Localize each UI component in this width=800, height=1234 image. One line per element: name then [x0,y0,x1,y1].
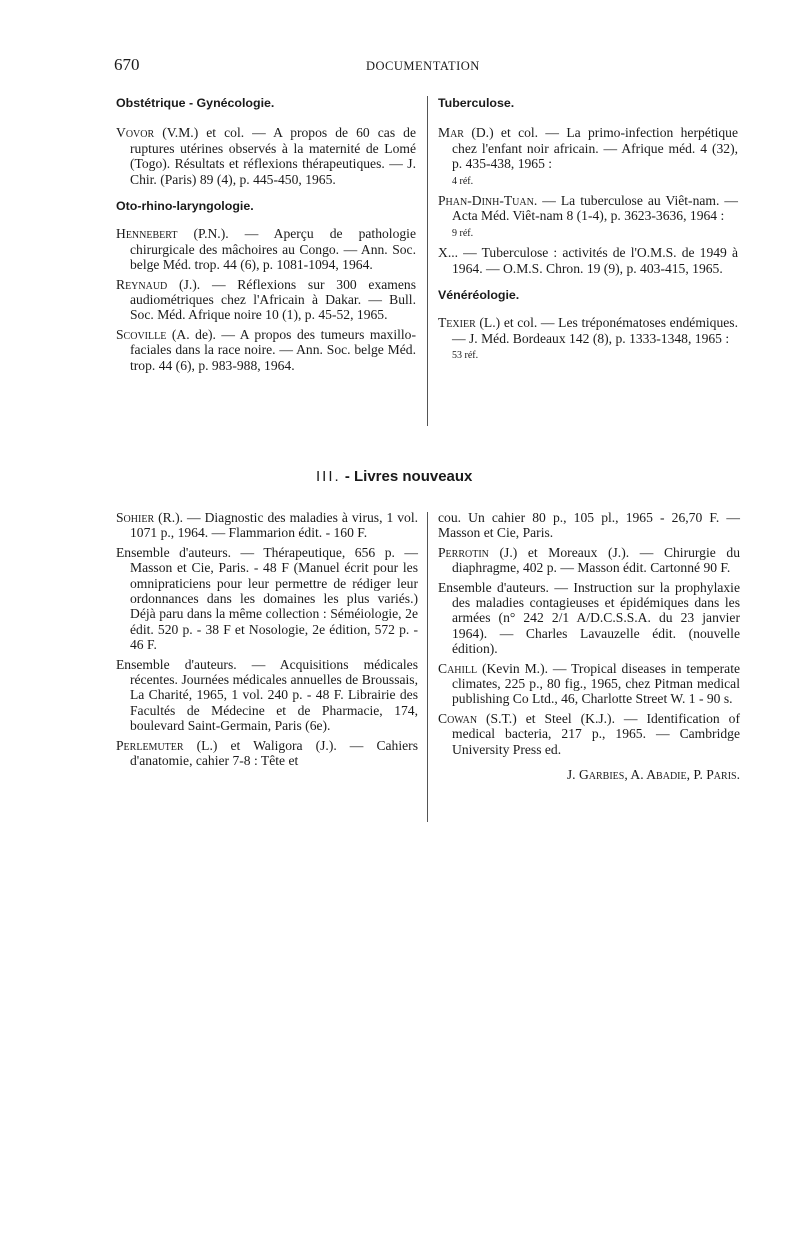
column-divider [427,96,428,426]
entry-text: (J.) et Moreaux (J.). — Chirurgie du diaphragme, 402 p. — Masson édit. Cartonné 90 F. [452,544,740,576]
entry-text: (S.T.) et Steel (K.J.). — Identification of medical bacteria, 217 p., 1965. — Cambridge University Press ed. [452,710,740,757]
bibliography-entry [438,245,738,276]
bibliography-entry [116,277,416,323]
entry-text: — Tuberculose : activités de l'O.M.S. de 1949 à 1964. — O.M.S. Chron. 19 (9), p. 403-415, 1965. [452,245,738,276]
entry-author: Perlemuter [116,737,184,753]
reference-count: 53 réf. [452,350,479,362]
signature [438,767,740,782]
entry-author: Texier [438,315,476,331]
column-bottom-left [116,510,418,773]
entry-text: (P.N.). — Aperçu de pathologie chirurgicale des mâchoires au Congo. — Ann. Soc. belge Méd. trop. 44 (6), p. 1081-1094, 1964. [130,226,416,273]
entry-text: — La tuberculose au Viêt-nam. — Acta Méd. Viêt-nam 8 (1-4), p. 3623-3636, 1964 : [452,193,738,224]
book-entry-continued [438,510,740,541]
section-heading: Oto-rhino-laryngologie. [116,199,254,214]
book-entry [438,661,740,707]
column-top-left [116,96,416,377]
bibliography-entry [438,315,738,363]
entry-author: Sohier [116,510,155,525]
entry-text: (Kevin M.). — Tropical diseases in temperate climates, 225 p., 80 fig., 1965, chez Pitman medical publishing Co Ltd., 46, Charlotte Street W. 1 - 90 s. [452,660,741,707]
bibliography-entry [116,226,416,272]
entry-text: (D.) et col. — La primo-infection herpétique chez l'enfant noir africain. — Afrique méd. 4 (32), p. 435-438, 1965 : [452,125,739,172]
book-entry [438,580,740,657]
entry-author: Phan-Dinh-Tuan. [438,193,538,209]
entry-author: Vovor [116,125,155,141]
entry-text: Ensemble d'auteurs. — Thérapeutique, 656 p. — Masson et Cie, Paris. - 48 F (Manuel écrit pour les omnipraticiens pour leur permettre de rédiger leur ordonnances dans les domaines les plus variés.) Déjà paru dans la même collection : Séméiologie, 2e édit. 520 p. - 38 F et Nosologie, 2e édition, 572 p. - 46 F. [116,544,418,653]
section-heading: Tuberculose. [438,96,515,110]
book-entry [116,545,418,653]
column-top-right [438,96,738,368]
entry-author: X... [438,245,459,261]
book-entry [116,510,418,541]
section-heading: Vénéréologie. [438,288,520,303]
page-number: 670 [114,55,140,74]
signature-names: J. Garbies, A. Abadie, P. Paris. [566,767,740,783]
part-numeral: III. [316,468,341,485]
column-bottom-right [438,510,740,783]
entry-text: Ensemble d'auteurs. — Acquisitions médicales récentes. Journées médicales annuelles de Broussais, La Charité, 1965, 1 vol. 240 p. - 48 F. Librairie des Facultés de Médecine et de Pharmacie, 174, boulevard Saint-Germain, Paris (6e). [116,656,418,734]
entry-author: Hennebert [116,226,178,242]
entry-text: cou. Un cahier 80 p., 105 pl., 1965 - 26,70 F. — Masson et Cie, Paris. [438,510,740,541]
book-entry [438,545,740,576]
book-entry [438,711,740,757]
book-entry [116,738,418,769]
reference-count: 9 réf. [452,227,474,239]
column-divider [427,512,428,822]
reference-count: 4 réf. [452,175,474,187]
entry-author: Perrotin [438,544,489,560]
book-entry [116,657,418,734]
entry-text: (L.) et Waligora (J.). — Cahiers d'anatomie, cahier 7-8 : Tête et [130,737,418,769]
entry-text: (L.) et col. — Les tréponématoses endémiques. — J. Méd. Bordeaux 142 (8), p. 1333-1348, 1965 : [452,315,738,346]
section-heading: Obstétrique - Gynécologie. [116,96,275,110]
part-title [316,468,472,485]
bibliography-entry [116,327,416,373]
entry-text: (J.). — Réflexions sur 300 examens audiométriques chez l'Africain à Dakar. — Bull. Soc. Méd. Afrique noire 10 (1), p. 45-52, 1965. [130,276,416,323]
entry-text: (A. de). — A propos des tumeurs maxillo-faciales dans la race noire. — Ann. Soc. belge Méd. trop. 44 (6), p. 983-988, 1964. [130,326,416,373]
entry-author: Cahill [438,660,478,676]
entry-author: Mar [438,125,464,141]
part-title-text: - Livres nouveaux [344,468,473,485]
entry-text: (R.). — Diagnostic des maladies à virus, 1 vol. 1071 p., 1964. — Flammarion édit. - 160 F. [130,510,418,541]
bibliography-entry [116,125,416,187]
entry-text: (V.M.) et col. — A propos de 60 cas de ruptures utérines observés à la maternité de Lomé (Togo). Résultats et réflexions thérapeutiques. — J. Chir. (Paris) 89 (4), p. 445-450, 1965. [130,125,416,187]
entry-author: Reynaud [116,276,168,292]
running-head: DOCUMENTATION [366,59,480,73]
bibliography-entry [438,193,738,241]
bibliography-entry [438,125,738,189]
entry-author: Scoville [116,326,167,342]
entry-text: Ensemble d'auteurs. — Instruction sur la prophylaxie des maladies contagieuses et épidémiques dans les armées (n° 242 2/1 A/D.C.S.S.A. du 23 janvier 1964). — Charles Lavauzelle édit. (nouvelle édition). [438,579,740,657]
entry-author: Cowan [438,710,478,726]
